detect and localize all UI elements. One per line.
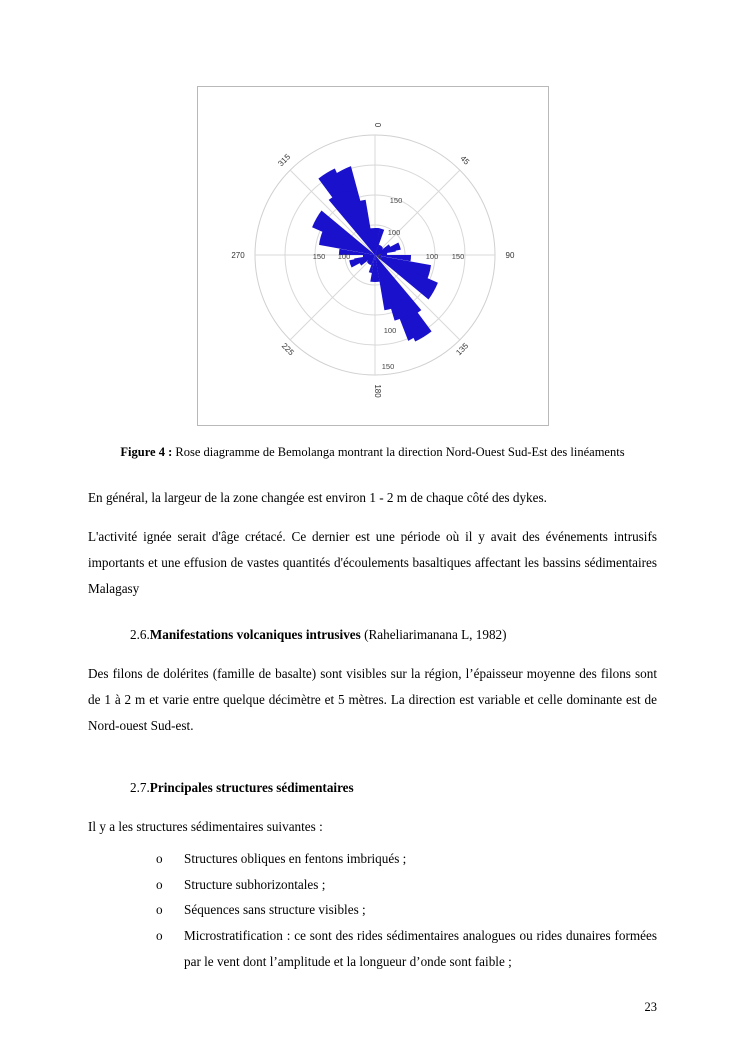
heading-2-7-title: Principales structures sédimentaires — [149, 779, 354, 795]
paragraph-1: En général, la largeur de la zone changée est environ 1 - 2 m de chaque côté des dykes. — [88, 489, 547, 505]
bullet-marker: o — [156, 928, 163, 944]
heading-2-6 — [88, 622, 657, 648]
svg-text:270: 270 — [230, 251, 245, 260]
rose-diagram-figure — [197, 86, 549, 426]
svg-text:0: 0 — [372, 122, 382, 128]
svg-text:150: 150 — [451, 252, 464, 261]
heading-2-6-source: (Raheliarimanana L, 1982) — [360, 626, 507, 642]
svg-text:150: 150 — [312, 252, 325, 261]
svg-text:90: 90 — [505, 251, 514, 260]
figure-caption-label: Figure 4 : — [120, 445, 173, 459]
list-item-text: Séquences sans structure visibles ; — [184, 902, 366, 918]
paragraph-2: L'activité ignée serait d'âge crétacé. Ce dernier est une période où il y avait des événements intrusifs importants et une effusion de vastes quantités d'écoulements basaltiques affectant les bassins sédimentaires Malagasy — [88, 529, 657, 596]
figure-caption — [110, 442, 635, 463]
svg-text:315: 315 — [275, 152, 292, 169]
figure-container — [88, 86, 657, 426]
list-item — [156, 846, 657, 872]
svg-text:180: 180 — [372, 384, 382, 398]
svg-text:45: 45 — [457, 153, 471, 167]
bullet-list — [88, 846, 657, 975]
svg-text:100: 100 — [425, 252, 438, 261]
heading-2-7 — [88, 775, 657, 801]
svg-text:100: 100 — [387, 228, 400, 237]
svg-text:225: 225 — [279, 341, 296, 358]
paragraph-4: Il y a les structures sédimentaires suivantes : — [88, 819, 323, 835]
svg-text:150: 150 — [389, 196, 402, 205]
paragraph-3: Des filons de dolérites (famille de basalte) sont visibles sur la région, l’épaisseur moyenne des filons sont de 1 à 2 m et varie entre quelque décimètre et 5 mètres. La direction est variable et celle dominante est de Nord-ouest Sud-est. — [88, 666, 657, 733]
svg-text:0: 0 — [377, 252, 382, 261]
heading-2-6-number: 2.6. — [130, 626, 150, 642]
heading-2-7-number: 2.7. — [130, 779, 150, 795]
list-item — [156, 897, 657, 923]
page-number: 23 — [644, 1000, 657, 1014]
svg-text:150: 150 — [381, 362, 394, 371]
spacer — [88, 739, 657, 755]
bullet-marker: o — [156, 902, 163, 918]
svg-text:100: 100 — [337, 252, 350, 261]
list-item-text: Structures obliques en fentons imbriqués ; — [184, 850, 407, 866]
figure-caption-text: Rose diagramme de Bemolanga montrant la direction Nord-Ouest Sud-Est des linéaments — [172, 445, 625, 459]
list-item-text: Microstratification : ce sont des rides sédimentaires analogues ou rides dunaires formées par le vent dont l’amplitude et la longueur d’onde sont faible ; — [184, 928, 657, 969]
list-item — [156, 923, 657, 974]
heading-2-6-title: Manifestations volcaniques intrusives — [149, 626, 361, 642]
bullet-marker: o — [156, 850, 163, 866]
svg-text:135: 135 — [453, 341, 470, 358]
bullet-marker: o — [156, 876, 163, 892]
list-item-text: Structure subhorizontales ; — [184, 876, 326, 892]
list-item — [156, 872, 657, 898]
svg-text:100: 100 — [383, 326, 396, 335]
rose-diagram-svg — [198, 87, 546, 423]
